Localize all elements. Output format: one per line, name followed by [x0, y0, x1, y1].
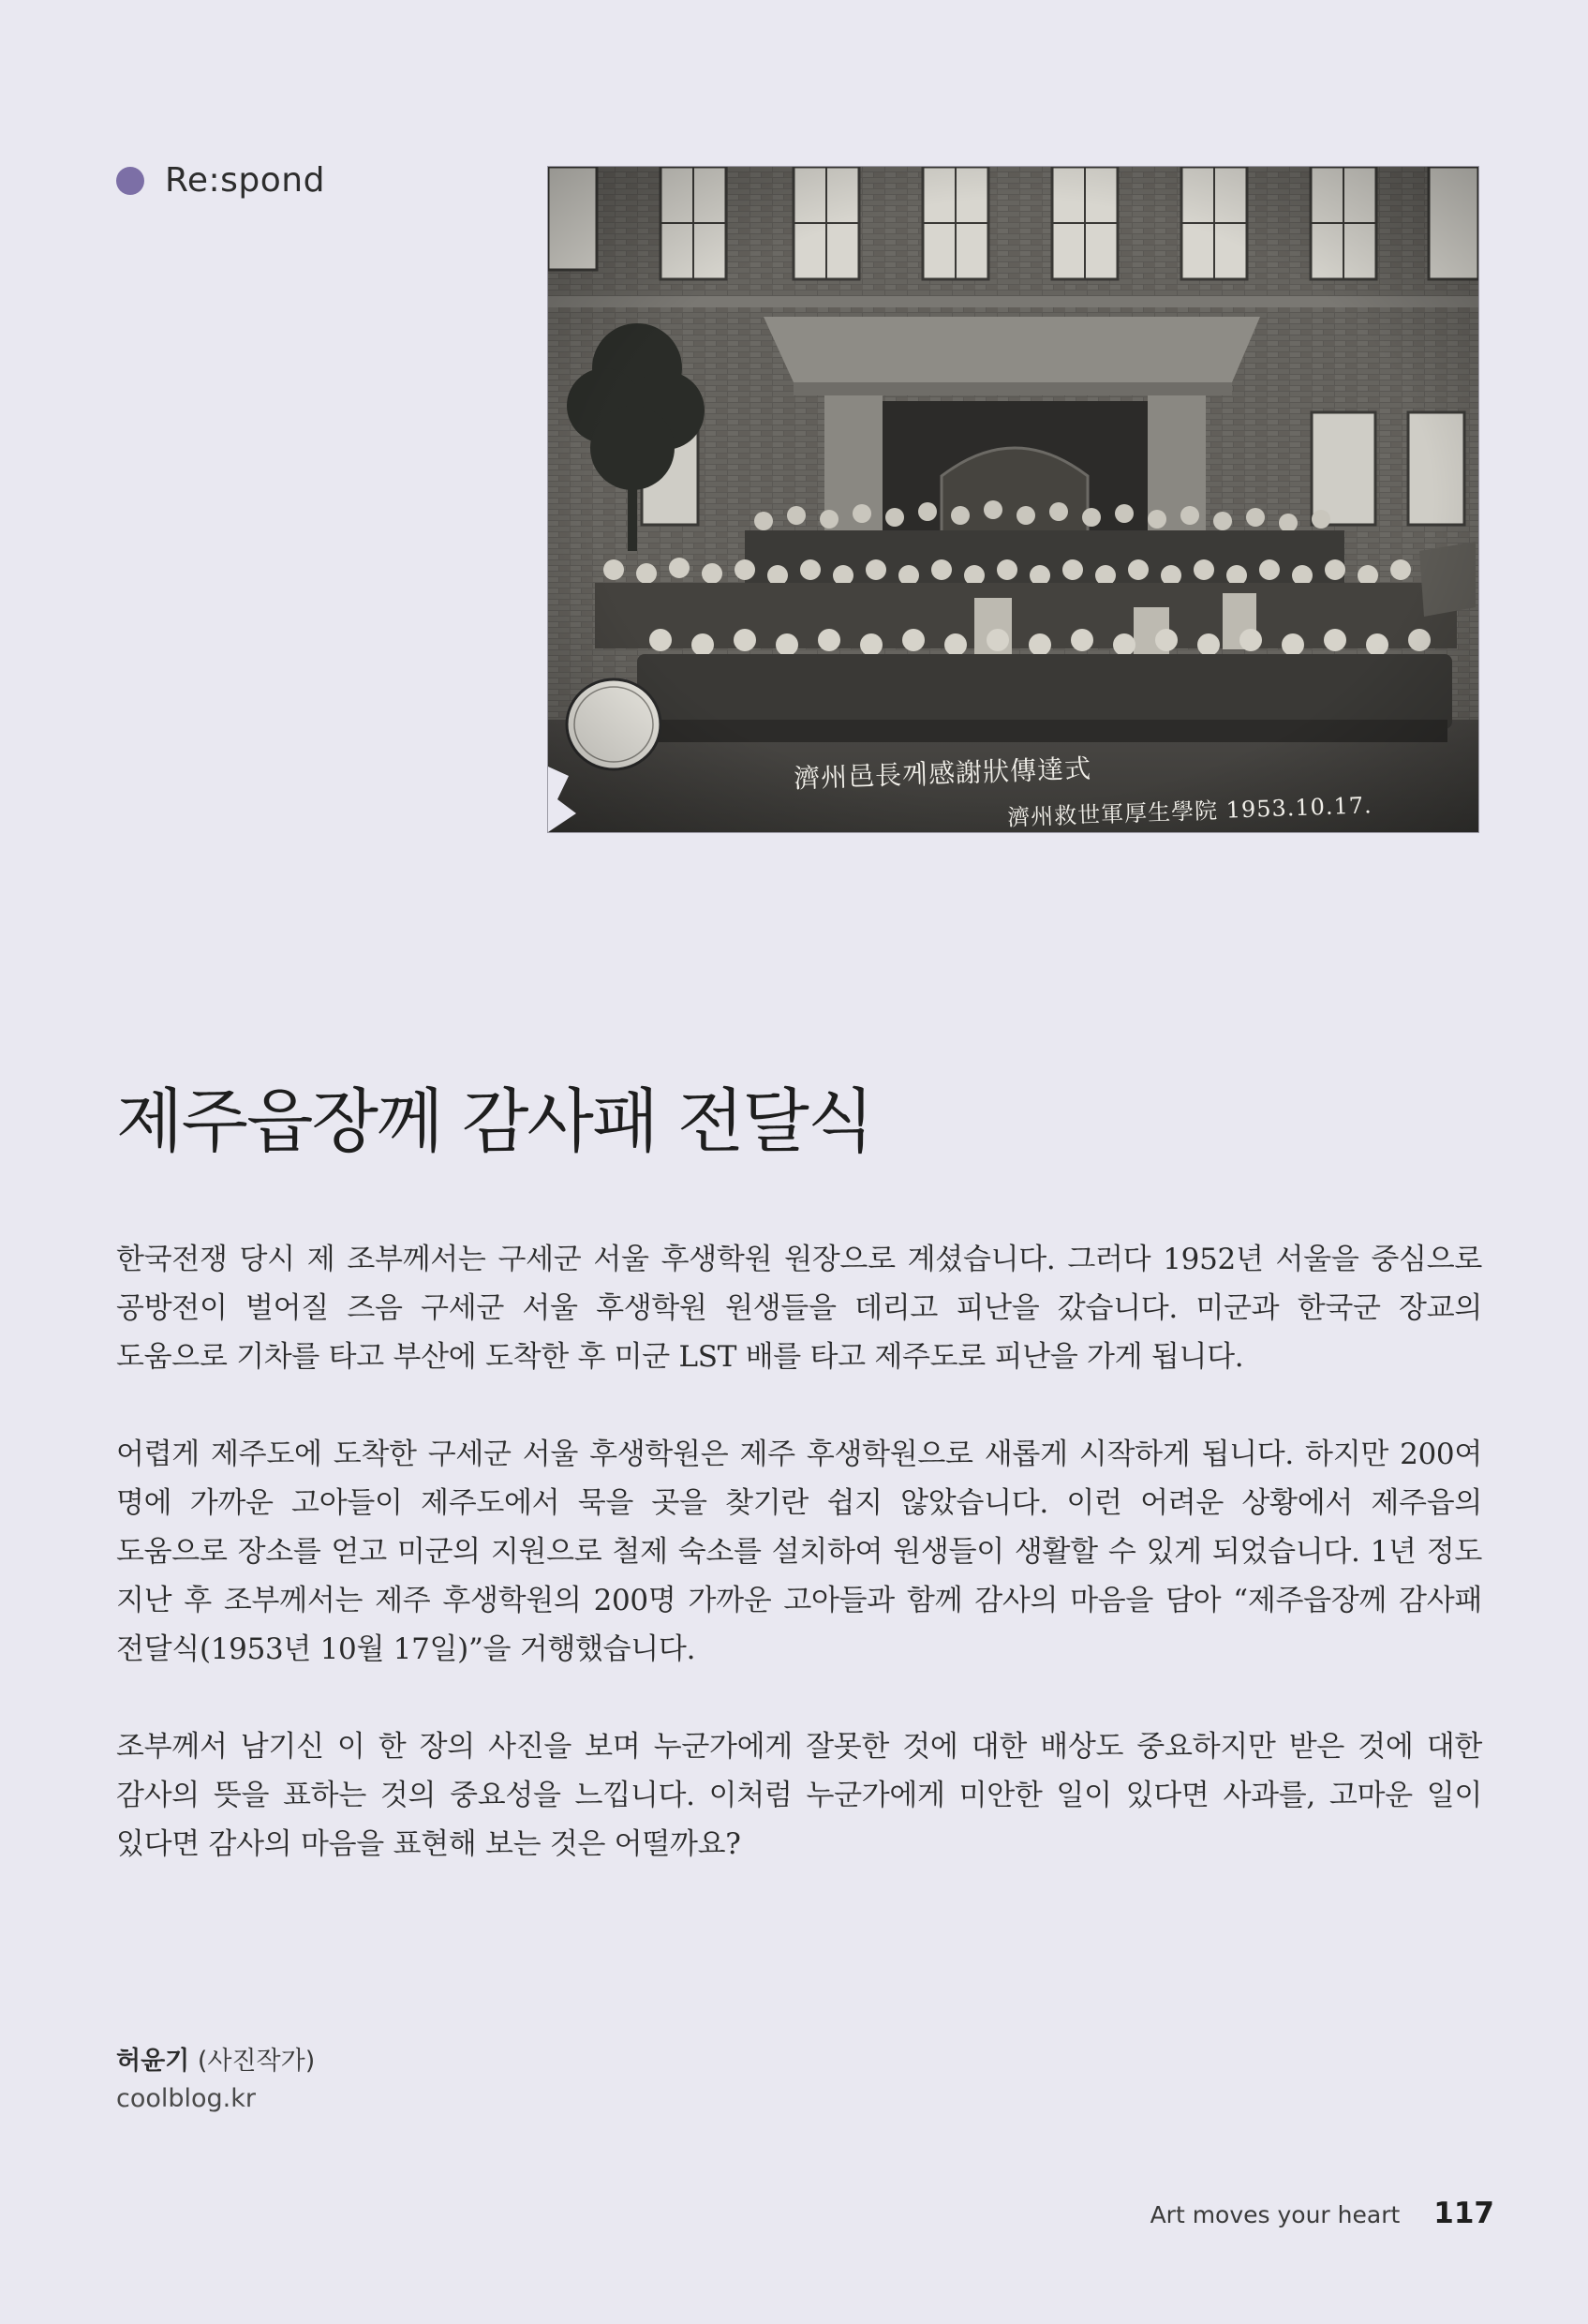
article-body: [116, 1235, 1482, 1917]
article-title: 제주읍장께 감사패 전달식: [116, 1081, 873, 1162]
historical-photo: [548, 167, 1478, 832]
section-dot-icon: [116, 167, 144, 195]
historical-photo-image: [548, 167, 1478, 832]
footer-tagline: Art moves your heart: [1150, 2201, 1401, 2228]
author-role: (사진작가): [197, 2047, 316, 2076]
photo-caption-line1: 濟州邑長께感謝狀傳達式: [793, 752, 1092, 795]
photo-caption-line2: 濟州救世軍厚生學院 1953.10.17.: [1006, 792, 1373, 831]
section-label: Re:spond: [165, 161, 325, 200]
paragraph-2: 어렵게 제주도에 도착한 구세군 서울 후생학원은 제주 후생학원으로 새롭게 시작하게 됩니다. 하지만 200여 명에 가까운 고아들이 제주도에서 묵을 곳을 찾기란 쉽지 않았습니다. 이런 어려운 상황에서 제주읍의 도움으로 장소를 얻고 미군의 지원으로 철제 숙소를 설치하여 원생들이 생활할 수 있게 되었습니다. 1년 정도 지난 후 조부께서는 제주 후생학원의 200명 가까운 고아들과 함께 감사의 마음을 담아 “제주읍장께 감사패 전달식(1953년 10월 17일)”을 거행했습니다.: [116, 1438, 1482, 1666]
paragraph-3: 조부께서 남기신 이 한 장의 사진을 보며 누군가에게 잘못한 것에 대한 배상도 중요하지만 받은 것에 대한 감사의 뜻을 표하는 것의 중요성을 느낍니다. 이처럼 누군가에게 미안한 일이 있다면 사과를, 고마운 일이 있다면 감사의 마음을 표현해 보는 것은 어떨까요?: [116, 1730, 1482, 1861]
paragraph-1: 한국전쟁 당시 제 조부께서는 구세군 서울 후생학원 원장으로 계셨습니다. 그러다 1952년 서울을 중심으로 공방전이 벌어질 즈음 구세군 서울 후생학원 원생들을 데리고 피난을 갔습니다. 미군과 한국군 장교의 도움으로 기차를 타고 부산에 도착한 후 미군 LST 배를 타고 제주도로 피난을 가게 됩니다.: [116, 1243, 1482, 1374]
author-name: 허윤기: [116, 2047, 190, 2076]
author-website-link[interactable]: coolblog.kr: [116, 2084, 257, 2113]
author-line: [116, 2043, 315, 2080]
section-tag: [116, 161, 325, 200]
author-block: [116, 2043, 315, 2118]
page-footer: [1150, 2197, 1494, 2230]
page-number: 117: [1433, 2197, 1494, 2230]
